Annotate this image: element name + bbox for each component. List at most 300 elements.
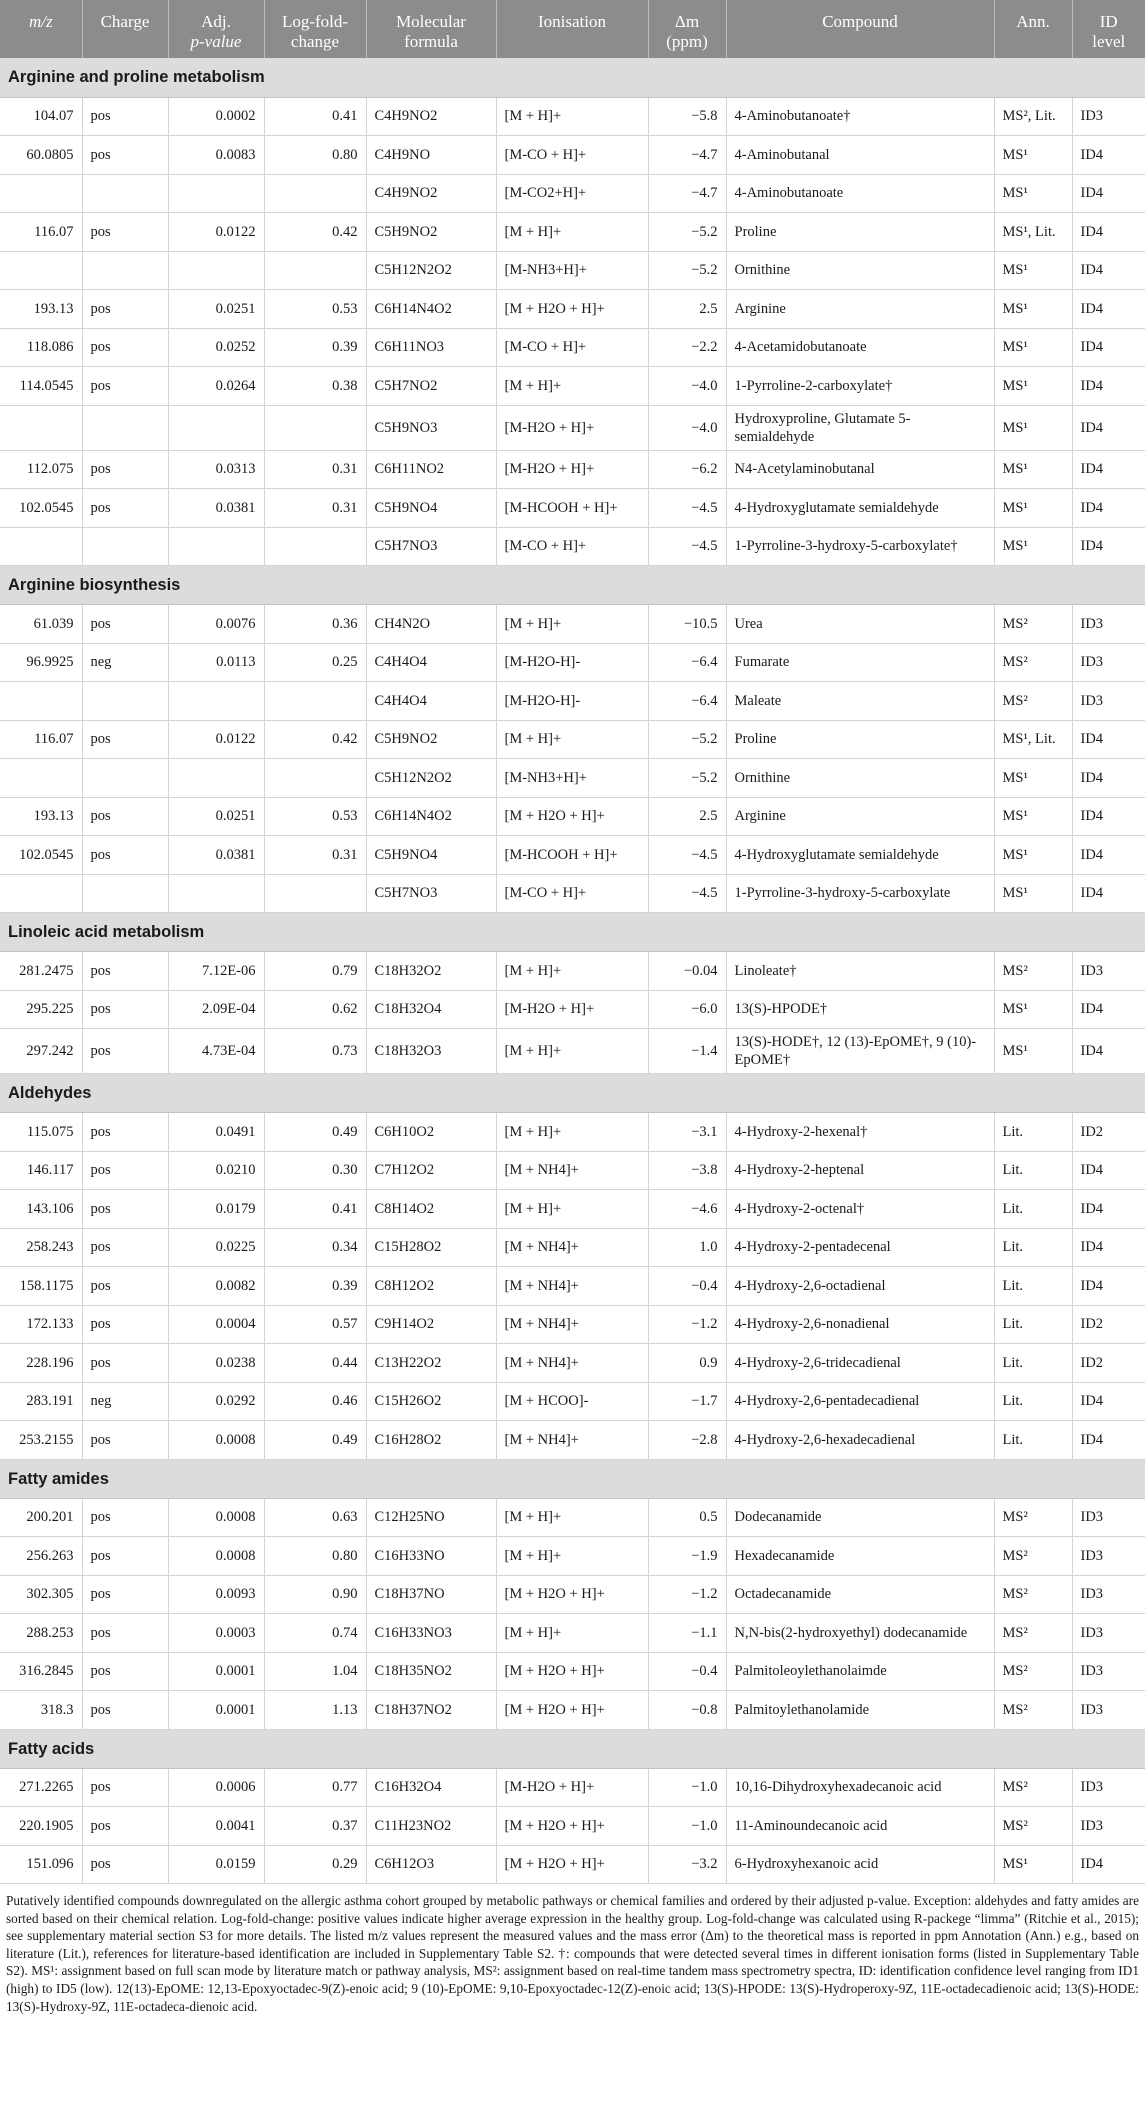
cell-ionisation: [M-CO + H]+ xyxy=(496,136,648,175)
cell-id-level: ID3 xyxy=(1072,1768,1145,1807)
table-row xyxy=(0,990,1145,1029)
cell-formula: C4H9NO xyxy=(366,136,496,175)
cell-annotation: Lit. xyxy=(994,1382,1072,1421)
cell-delta-m: −1.4 xyxy=(648,1029,726,1074)
cell-log-fold-change: 0.80 xyxy=(264,136,366,175)
cell-adj-p xyxy=(168,759,264,798)
cell-delta-m: 0.9 xyxy=(648,1344,726,1383)
cell-mz: 256.263 xyxy=(0,1537,82,1576)
cell-log-fold-change: 0.36 xyxy=(264,605,366,644)
cell-delta-m: −0.04 xyxy=(648,952,726,991)
cell-log-fold-change: 0.25 xyxy=(264,643,366,682)
table-row xyxy=(0,643,1145,682)
cell-delta-m: −3.2 xyxy=(648,1845,726,1884)
cell-formula: C16H33NO3 xyxy=(366,1614,496,1653)
cell-id-level: ID4 xyxy=(1072,1190,1145,1229)
section-header-row xyxy=(0,913,1145,952)
cell-formula: C6H11NO2 xyxy=(366,450,496,489)
cell-formula: C16H32O4 xyxy=(366,1768,496,1807)
cell-delta-m: −1.1 xyxy=(648,1614,726,1653)
cell-adj-p: 0.0083 xyxy=(168,136,264,175)
cell-log-fold-change: 0.49 xyxy=(264,1421,366,1460)
cell-id-level: ID4 xyxy=(1072,405,1145,450)
cell-mz: 271.2265 xyxy=(0,1768,82,1807)
cell-compound: N,N-bis(2-hydroxyethyl) dodecanamide xyxy=(726,1614,994,1653)
cell-log-fold-change: 0.46 xyxy=(264,1382,366,1421)
cell-annotation: MS¹ xyxy=(994,174,1072,213)
cell-log-fold-change: 0.53 xyxy=(264,290,366,329)
cell-mz: 220.1905 xyxy=(0,1807,82,1846)
cell-log-fold-change: 0.39 xyxy=(264,328,366,367)
cell-delta-m: −4.5 xyxy=(648,836,726,875)
cell-adj-p: 0.0003 xyxy=(168,1614,264,1653)
cell-delta-m: 1.0 xyxy=(648,1228,726,1267)
cell-charge: pos xyxy=(82,952,168,991)
cell-annotation: MS¹ xyxy=(994,527,1072,566)
section-title: Fatty acids xyxy=(0,1729,1145,1768)
cell-adj-p: 0.0001 xyxy=(168,1652,264,1691)
cell-mz xyxy=(0,527,82,566)
cell-formula: C18H32O3 xyxy=(366,1029,496,1074)
cell-annotation: MS² xyxy=(994,643,1072,682)
cell-annotation: Lit. xyxy=(994,1113,1072,1152)
cell-compound: Ornithine xyxy=(726,251,994,290)
table-row xyxy=(0,251,1145,290)
cell-log-fold-change: 0.80 xyxy=(264,1537,366,1576)
cell-ionisation: [M + NH4]+ xyxy=(496,1228,648,1267)
cell-adj-p xyxy=(168,251,264,290)
cell-adj-p: 0.0381 xyxy=(168,489,264,528)
cell-id-level: ID4 xyxy=(1072,251,1145,290)
cell-log-fold-change: 0.29 xyxy=(264,1845,366,1884)
cell-log-fold-change: 0.34 xyxy=(264,1228,366,1267)
cell-id-level: ID4 xyxy=(1072,836,1145,875)
cell-delta-m: −3.1 xyxy=(648,1113,726,1152)
cell-compound: Arginine xyxy=(726,797,994,836)
cell-delta-m: −1.2 xyxy=(648,1305,726,1344)
cell-id-level: ID4 xyxy=(1072,720,1145,759)
cell-delta-m: −1.7 xyxy=(648,1382,726,1421)
cell-log-fold-change: 0.44 xyxy=(264,1344,366,1383)
cell-ionisation: [M-NH3+H]+ xyxy=(496,759,648,798)
cell-mz xyxy=(0,874,82,913)
cell-ionisation: [M + H2O + H]+ xyxy=(496,1575,648,1614)
cell-mz: 102.0545 xyxy=(0,836,82,875)
cell-log-fold-change: 0.62 xyxy=(264,990,366,1029)
cell-ionisation: [M + NH4]+ xyxy=(496,1305,648,1344)
cell-annotation: MS¹ xyxy=(994,874,1072,913)
cell-charge: pos xyxy=(82,489,168,528)
cell-compound: 4-Hydroxyglutamate semialdehyde xyxy=(726,489,994,528)
cell-id-level: ID3 xyxy=(1072,1537,1145,1576)
cell-adj-p: 4.73E-04 xyxy=(168,1029,264,1074)
cell-annotation: MS² xyxy=(994,1575,1072,1614)
cell-log-fold-change xyxy=(264,759,366,798)
cell-delta-m: −0.8 xyxy=(648,1691,726,1730)
table-row xyxy=(0,290,1145,329)
cell-ionisation: [M + H]+ xyxy=(496,1029,648,1074)
cell-id-level: ID4 xyxy=(1072,450,1145,489)
cell-id-level: ID4 xyxy=(1072,136,1145,175)
cell-adj-p: 0.0093 xyxy=(168,1575,264,1614)
table-row xyxy=(0,213,1145,252)
cell-mz xyxy=(0,251,82,290)
section-header-row xyxy=(0,58,1145,97)
cell-delta-m: −1.0 xyxy=(648,1768,726,1807)
table-row xyxy=(0,1845,1145,1884)
cell-compound: 4-Hydroxy-2-pentadecenal xyxy=(726,1228,994,1267)
cell-log-fold-change: 0.63 xyxy=(264,1498,366,1537)
cell-annotation: Lit. xyxy=(994,1228,1072,1267)
cell-id-level: ID4 xyxy=(1072,759,1145,798)
cell-log-fold-change: 0.79 xyxy=(264,952,366,991)
cell-compound: Urea xyxy=(726,605,994,644)
cell-annotation: MS² xyxy=(994,1614,1072,1653)
cell-ionisation: [M + H2O + H]+ xyxy=(496,1691,648,1730)
cell-mz: 200.201 xyxy=(0,1498,82,1537)
cell-compound: 4-Hydroxy-2-octenal† xyxy=(726,1190,994,1229)
cell-charge: pos xyxy=(82,1691,168,1730)
cell-adj-p: 0.0122 xyxy=(168,720,264,759)
col-header-delta-m: Δm (ppm) xyxy=(648,0,726,58)
cell-formula: C16H33NO xyxy=(366,1537,496,1576)
cell-delta-m: −0.4 xyxy=(648,1267,726,1306)
cell-charge: neg xyxy=(82,1382,168,1421)
cell-formula: CH4N2O xyxy=(366,605,496,644)
cell-annotation: MS¹ xyxy=(994,367,1072,406)
table-row xyxy=(0,1190,1145,1229)
cell-ionisation: [M + H]+ xyxy=(496,367,648,406)
cell-charge: pos xyxy=(82,1029,168,1074)
cell-mz: 61.039 xyxy=(0,605,82,644)
cell-annotation: MS² xyxy=(994,952,1072,991)
cell-compound: Proline xyxy=(726,213,994,252)
cell-ionisation: [M + H2O + H]+ xyxy=(496,290,648,329)
cell-log-fold-change: 0.90 xyxy=(264,1575,366,1614)
cell-charge xyxy=(82,174,168,213)
cell-annotation: MS¹ xyxy=(994,450,1072,489)
cell-ionisation: [M + H]+ xyxy=(496,1537,648,1576)
table-row xyxy=(0,97,1145,136)
cell-compound: 4-Hydroxy-2-hexenal† xyxy=(726,1113,994,1152)
cell-charge: pos xyxy=(82,1537,168,1576)
table-row xyxy=(0,1305,1145,1344)
cell-charge: pos xyxy=(82,1768,168,1807)
cell-ionisation: [M + H]+ xyxy=(496,1113,648,1152)
col-header-log-fold-change: Log-fold- change xyxy=(264,0,366,58)
cell-id-level: ID3 xyxy=(1072,1807,1145,1846)
cell-compound: 11-Aminoundecanoic acid xyxy=(726,1807,994,1846)
cell-charge: pos xyxy=(82,1344,168,1383)
col-header-mz: m/z xyxy=(0,0,82,58)
cell-id-level: ID4 xyxy=(1072,1228,1145,1267)
cell-log-fold-change: 0.31 xyxy=(264,489,366,528)
cell-delta-m: 2.5 xyxy=(648,290,726,329)
col-header-formula: Molecular formula xyxy=(366,0,496,58)
cell-log-fold-change xyxy=(264,174,366,213)
cell-charge: pos xyxy=(82,1498,168,1537)
cell-charge: pos xyxy=(82,136,168,175)
col-header-adj-p: Adj. p-value xyxy=(168,0,264,58)
cell-id-level: ID2 xyxy=(1072,1113,1145,1152)
cell-annotation: MS¹ xyxy=(994,290,1072,329)
cell-mz: 143.106 xyxy=(0,1190,82,1229)
cell-ionisation: [M-NH3+H]+ xyxy=(496,251,648,290)
cell-charge: pos xyxy=(82,1267,168,1306)
cell-adj-p: 0.0381 xyxy=(168,836,264,875)
cell-charge: pos xyxy=(82,1845,168,1884)
cell-charge xyxy=(82,682,168,721)
cell-ionisation: [M + H]+ xyxy=(496,952,648,991)
cell-delta-m: −4.6 xyxy=(648,1190,726,1229)
cell-compound: 4-Hydroxy-2-heptenal xyxy=(726,1151,994,1190)
cell-delta-m: −6.4 xyxy=(648,643,726,682)
cell-compound: Fumarate xyxy=(726,643,994,682)
cell-formula: C5H12N2O2 xyxy=(366,759,496,798)
cell-formula: C4H9NO2 xyxy=(366,174,496,213)
cell-mz: 302.305 xyxy=(0,1575,82,1614)
cell-ionisation: [M-HCOOH + H]+ xyxy=(496,489,648,528)
cell-annotation: MS² xyxy=(994,1537,1072,1576)
cell-adj-p: 0.0252 xyxy=(168,328,264,367)
cell-annotation: MS¹ xyxy=(994,136,1072,175)
table-row xyxy=(0,836,1145,875)
cell-formula: C15H28O2 xyxy=(366,1228,496,1267)
table-row xyxy=(0,1267,1145,1306)
cell-mz: 295.225 xyxy=(0,990,82,1029)
cell-log-fold-change: 0.42 xyxy=(264,720,366,759)
cell-compound: 1-Pyrroline-3-hydroxy-5-carboxylate xyxy=(726,874,994,913)
cell-formula: C6H10O2 xyxy=(366,1113,496,1152)
cell-charge: pos xyxy=(82,1305,168,1344)
cell-ionisation: [M-H2O + H]+ xyxy=(496,405,648,450)
table-row xyxy=(0,874,1145,913)
cell-compound: 4-Hydroxy-2,6-pentadecadienal xyxy=(726,1382,994,1421)
section-header-row xyxy=(0,1729,1145,1768)
cell-adj-p: 0.0008 xyxy=(168,1537,264,1576)
cell-adj-p: 0.0001 xyxy=(168,1691,264,1730)
table-row xyxy=(0,405,1145,450)
cell-id-level: ID3 xyxy=(1072,1652,1145,1691)
cell-charge: pos xyxy=(82,1807,168,1846)
table-footnote: Putatively identified compounds downregulated on the allergic asthma cohort grouped by metabolic pathways or chemical families and ordered by their adjusted p-value. Exception: aldehydes and fatty amides are sorted based on their chemical relation. Log-fold-change: positive values indicate higher average expression in the healthy group. Log-fold-change was calculated using R-packege “limma” (Ritchie et al., 2015); see supplementary material section S3 for more details. The listed m/z values represent the measured values and the mass error (Δm) to the theoretical mass is reported in ppm Annotation (Ann.) e.g., based on literature (Lit.), references for literature-based identification are included in Supplementary Table S2. †: compounds that were detected several times in different ionisation forms (listed in Supplementary Table S2). MS¹: assignment based on full scan mode by literature match or pathway analysis, MS²: assignment based on real-time tandem mass spectrometry spectra, ID: identification confidence level ranging from ID1 (high) to ID5 (low). 12(13)-EpOME: 12,13-Epoxyoctadec-9(Z)-enoic acid; 9 (10)-EpOME: 9,10-Epoxyoctadec-12(Z)-enoic acid; 13(S)-HPODE: 13(S)-Hydroperoxy-9Z, 11E-octadecadienoic acid; 13(S)-HODE: 13(S)-Hydroxy-9Z, 11E-octadeca-dienoic acid. xyxy=(6,1893,1139,2014)
cell-formula: C5H12N2O2 xyxy=(366,251,496,290)
cell-id-level: ID2 xyxy=(1072,1344,1145,1383)
cell-log-fold-change: 0.53 xyxy=(264,797,366,836)
cell-id-level: ID3 xyxy=(1072,1575,1145,1614)
cell-delta-m: −3.8 xyxy=(648,1151,726,1190)
cell-formula: C18H37NO2 xyxy=(366,1691,496,1730)
cell-charge: pos xyxy=(82,990,168,1029)
table-row xyxy=(0,759,1145,798)
cell-adj-p xyxy=(168,682,264,721)
cell-adj-p: 0.0238 xyxy=(168,1344,264,1383)
table-row xyxy=(0,328,1145,367)
cell-ionisation: [M-H2O-H]- xyxy=(496,643,648,682)
cell-compound: Ornithine xyxy=(726,759,994,798)
cell-id-level: ID3 xyxy=(1072,682,1145,721)
cell-mz: 288.253 xyxy=(0,1614,82,1653)
cell-mz: 297.242 xyxy=(0,1029,82,1074)
cell-formula: C16H28O2 xyxy=(366,1421,496,1460)
cell-annotation: MS¹ xyxy=(994,759,1072,798)
table-row xyxy=(0,450,1145,489)
cell-formula: C5H9NO3 xyxy=(366,405,496,450)
cell-mz: 116.07 xyxy=(0,213,82,252)
cell-annotation: MS² xyxy=(994,1652,1072,1691)
cell-ionisation: [M + H2O + H]+ xyxy=(496,1652,648,1691)
cell-annotation: MS¹ xyxy=(994,489,1072,528)
table-row xyxy=(0,952,1145,991)
table-row xyxy=(0,1151,1145,1190)
section-header-row xyxy=(0,1074,1145,1113)
cell-charge xyxy=(82,759,168,798)
cell-id-level: ID3 xyxy=(1072,1614,1145,1653)
cell-mz: 172.133 xyxy=(0,1305,82,1344)
cell-ionisation: [M + H2O + H]+ xyxy=(496,797,648,836)
cell-adj-p: 0.0210 xyxy=(168,1151,264,1190)
cell-id-level: ID3 xyxy=(1072,1691,1145,1730)
cell-adj-p: 0.0076 xyxy=(168,605,264,644)
cell-adj-p: 0.0251 xyxy=(168,290,264,329)
cell-charge: pos xyxy=(82,1228,168,1267)
cell-formula: C8H12O2 xyxy=(366,1267,496,1306)
cell-ionisation: [M + H2O + H]+ xyxy=(496,1845,648,1884)
cell-mz: 158.1175 xyxy=(0,1267,82,1306)
cell-log-fold-change: 0.41 xyxy=(264,1190,366,1229)
table-row xyxy=(0,1575,1145,1614)
cell-adj-p: 0.0292 xyxy=(168,1382,264,1421)
cell-log-fold-change: 0.41 xyxy=(264,97,366,136)
cell-compound: 4-Aminobutanoate† xyxy=(726,97,994,136)
cell-adj-p: 0.0113 xyxy=(168,643,264,682)
cell-delta-m: −5.2 xyxy=(648,251,726,290)
cell-charge: pos xyxy=(82,450,168,489)
cell-mz: 96.9925 xyxy=(0,643,82,682)
col-header-ionisation: Ionisation xyxy=(496,0,648,58)
cell-annotation: MS¹ xyxy=(994,1029,1072,1074)
table-row xyxy=(0,1498,1145,1537)
table-row xyxy=(0,1382,1145,1421)
cell-id-level: ID4 xyxy=(1072,797,1145,836)
cell-adj-p: 0.0008 xyxy=(168,1498,264,1537)
cell-formula: C6H14N4O2 xyxy=(366,797,496,836)
cell-annotation: MS² xyxy=(994,1807,1072,1846)
cell-delta-m: −4.7 xyxy=(648,136,726,175)
col-header-charge: Charge xyxy=(82,0,168,58)
cell-formula: C5H9NO4 xyxy=(366,836,496,875)
cell-adj-p: 0.0041 xyxy=(168,1807,264,1846)
cell-formula: C4H4O4 xyxy=(366,682,496,721)
cell-mz: 118.086 xyxy=(0,328,82,367)
cell-id-level: ID2 xyxy=(1072,1305,1145,1344)
cell-adj-p: 0.0004 xyxy=(168,1305,264,1344)
cell-annotation: MS¹, Lit. xyxy=(994,213,1072,252)
cell-compound: Hydroxyproline, Glutamate 5-semialdehyde xyxy=(726,405,994,450)
section-title: Arginine biosynthesis xyxy=(0,566,1145,605)
cell-compound: 4-Hydroxy-2,6-nonadienal xyxy=(726,1305,994,1344)
cell-adj-p: 0.0179 xyxy=(168,1190,264,1229)
cell-adj-p: 0.0251 xyxy=(168,797,264,836)
cell-log-fold-change: 0.37 xyxy=(264,1807,366,1846)
cell-formula: C4H9NO2 xyxy=(366,97,496,136)
cell-formula: C5H9NO4 xyxy=(366,489,496,528)
cell-id-level: ID4 xyxy=(1072,1845,1145,1884)
cell-charge: pos xyxy=(82,1421,168,1460)
cell-delta-m: −6.4 xyxy=(648,682,726,721)
table-row xyxy=(0,1029,1145,1074)
cell-delta-m: −4.5 xyxy=(648,874,726,913)
cell-log-fold-change: 0.42 xyxy=(264,213,366,252)
cell-delta-m: −2.8 xyxy=(648,1421,726,1460)
cell-mz: 146.117 xyxy=(0,1151,82,1190)
cell-charge: pos xyxy=(82,1190,168,1229)
cell-compound: Arginine xyxy=(726,290,994,329)
cell-id-level: ID4 xyxy=(1072,1151,1145,1190)
cell-annotation: Lit. xyxy=(994,1267,1072,1306)
cell-adj-p: 0.0264 xyxy=(168,367,264,406)
table-row xyxy=(0,1113,1145,1152)
cell-mz: 115.075 xyxy=(0,1113,82,1152)
section-title: Aldehydes xyxy=(0,1074,1145,1113)
cell-ionisation: [M + H]+ xyxy=(496,213,648,252)
cell-charge: pos xyxy=(82,1113,168,1152)
cell-ionisation: [M + H]+ xyxy=(496,605,648,644)
section-title: Fatty amides xyxy=(0,1459,1145,1498)
cell-formula: C4H4O4 xyxy=(366,643,496,682)
section-title: Arginine and proline metabolism xyxy=(0,58,1145,97)
cell-ionisation: [M + H]+ xyxy=(496,1614,648,1653)
cell-delta-m: 0.5 xyxy=(648,1498,726,1537)
cell-compound: 1-Pyrroline-3-hydroxy-5-carboxylate† xyxy=(726,527,994,566)
cell-adj-p: 0.0008 xyxy=(168,1421,264,1460)
cell-delta-m: −1.0 xyxy=(648,1807,726,1846)
cell-annotation: MS² xyxy=(994,605,1072,644)
cell-compound: Palmitoleoylethanolaimde xyxy=(726,1652,994,1691)
cell-log-fold-change: 0.77 xyxy=(264,1768,366,1807)
cell-id-level: ID4 xyxy=(1072,174,1145,213)
table-row xyxy=(0,720,1145,759)
cell-charge: pos xyxy=(82,605,168,644)
cell-ionisation: [M-H2O + H]+ xyxy=(496,1768,648,1807)
cell-delta-m: −6.0 xyxy=(648,990,726,1029)
cell-ionisation: [M-H2O + H]+ xyxy=(496,450,648,489)
cell-adj-p: 0.0122 xyxy=(168,213,264,252)
cell-mz: 102.0545 xyxy=(0,489,82,528)
cell-log-fold-change: 0.30 xyxy=(264,1151,366,1190)
cell-delta-m: −4.7 xyxy=(648,174,726,213)
cell-mz: 112.075 xyxy=(0,450,82,489)
cell-mz: 151.096 xyxy=(0,1845,82,1884)
cell-compound: Hexadecanamide xyxy=(726,1537,994,1576)
cell-charge: pos xyxy=(82,213,168,252)
cell-log-fold-change: 0.73 xyxy=(264,1029,366,1074)
col-header-annotation: Ann. xyxy=(994,0,1072,58)
cell-compound: 4-Hydroxyglutamate semialdehyde xyxy=(726,836,994,875)
table-row xyxy=(0,1691,1145,1730)
cell-id-level: ID3 xyxy=(1072,643,1145,682)
cell-annotation: MS² xyxy=(994,1691,1072,1730)
cell-ionisation: [M + NH4]+ xyxy=(496,1151,648,1190)
cell-compound: 10,16-Dihydroxyhexadecanoic acid xyxy=(726,1768,994,1807)
table-row xyxy=(0,1421,1145,1460)
cell-compound: Linoleate† xyxy=(726,952,994,991)
cell-mz: 253.2155 xyxy=(0,1421,82,1460)
cell-log-fold-change: 0.31 xyxy=(264,450,366,489)
cell-ionisation: [M-H2O-H]- xyxy=(496,682,648,721)
cell-formula: C18H35NO2 xyxy=(366,1652,496,1691)
cell-formula: C6H12O3 xyxy=(366,1845,496,1884)
